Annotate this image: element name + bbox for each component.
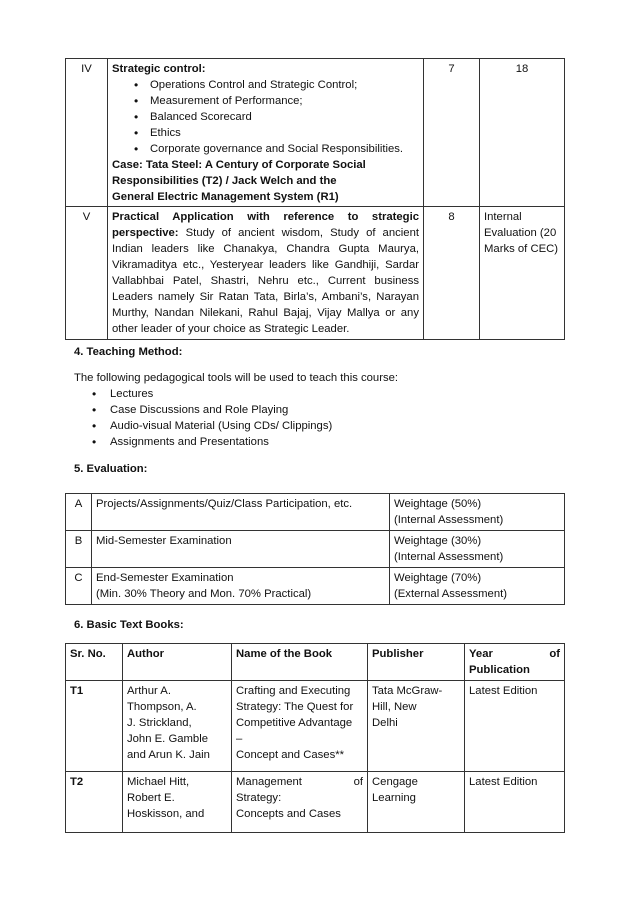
books-table (65, 643, 565, 833)
book-year: Latest Edition (465, 681, 565, 772)
eval-weight-line: Weightage (50%) (394, 498, 482, 510)
list-item: • Case Discussions and Role Playing (74, 402, 494, 418)
book-name-word: of (353, 776, 363, 788)
teaching-list (74, 386, 494, 450)
author-line: Thompson, A. (127, 701, 197, 713)
eval-key: A (66, 494, 92, 531)
unit-hours: 8 (424, 207, 480, 340)
list-item: • Measurement of Performance; (112, 93, 419, 109)
publisher-line: Hill, New (372, 701, 417, 713)
eval-desc-line: Mid-Semester Examination (96, 535, 232, 547)
eval-weight-type: (Internal Assessment) (394, 514, 504, 526)
unit-title: Practical Application with reference to strategic perspective: (112, 211, 419, 239)
table-row (66, 681, 565, 772)
author-line: Hoskisson, and (127, 808, 205, 820)
publisher-line: Learning (372, 792, 416, 804)
book-name-line: – (236, 733, 243, 745)
teaching-heading: 4. Teaching Method: (74, 346, 183, 358)
list-item: • Corporate governance and Social Responsibilities. (112, 141, 419, 157)
author-line: John E. Gamble (127, 733, 209, 745)
author-line: Michael Hitt, (127, 776, 190, 788)
eval-weight (390, 494, 565, 531)
header-publisher: Publisher (368, 644, 465, 681)
unit-hours: 7 (424, 59, 480, 207)
evaluation-table (65, 493, 565, 605)
evaluation-heading: 5. Evaluation: (74, 463, 148, 475)
table-row (66, 59, 565, 207)
unit-bullets (112, 77, 419, 157)
header-publication-word: Publication (469, 664, 530, 676)
eval-desc (92, 531, 390, 568)
table-row (66, 207, 565, 340)
table-row (66, 494, 565, 531)
unit-number: IV (66, 59, 108, 207)
unit-title: Strategic control: (112, 63, 206, 75)
book-name (232, 772, 368, 833)
eval-weight-type: (Internal Assessment) (394, 551, 504, 563)
publisher-line: Tata McGraw- (372, 685, 443, 697)
book-name-line: Management (236, 776, 302, 788)
unit-content (108, 59, 424, 207)
unit-marks: 18 (480, 59, 565, 207)
list-item: • Lectures (74, 386, 494, 402)
eval-weight (390, 531, 565, 568)
book-sr-no: T1 (66, 681, 123, 772)
book-name-line: Concept and Cases** (236, 749, 345, 761)
header-book-name: Name of the Book (232, 644, 368, 681)
book-name-line: Crafting and Executing (236, 685, 351, 697)
eval-weight-line: Weightage (70%) (394, 572, 482, 584)
eval-desc-line: (Min. 30% Theory and Mon. 70% Practical) (96, 588, 312, 600)
unit-number: V (66, 207, 108, 340)
table-row (66, 772, 565, 833)
list-item: • Operations Control and Strategic Control; (112, 77, 419, 93)
eval-desc (92, 568, 390, 605)
list-item: • Balanced Scorecard (112, 109, 419, 125)
list-item: • Ethics (112, 125, 419, 141)
table-row (66, 531, 565, 568)
book-name-line: Concepts and Cases (236, 808, 341, 820)
eval-weight (390, 568, 565, 605)
publisher-line: Delhi (372, 717, 398, 729)
list-item: • Assignments and Presentations (74, 434, 494, 450)
publisher-line: Cengage (372, 776, 418, 788)
header-sr-no: Sr. No. (66, 644, 123, 681)
unit-marks: Internal Evaluation (20 Marks of CEC) (480, 207, 565, 340)
teaching-intro: The following pedagogical tools will be used to teach this course: (74, 372, 399, 384)
case-line: General Electric Management System (R1) (112, 191, 339, 203)
author-line: J. Strickland, (127, 717, 192, 729)
table-row (66, 568, 565, 605)
header-author: Author (123, 644, 232, 681)
author-line: Robert E. (127, 792, 175, 804)
book-publisher (368, 681, 465, 772)
unit-body: Study of ancient wisdom, Study of ancient Indian leaders like Chanakya, Chandra Gupta Maurya, Vikramaditya etc., Yesteryear leaders like Gandhiji, Sardar Vallabhbai Patel, Shastri, Nehru etc., Current business Leaders namely Sir Ratan Tata, Birla’s, Ambani’s, Narayan Murthy, Nandan Nilekani, Rahul Bajaj, Vijay Mallya or any other leader of your choice as Strategic Leader. (112, 227, 419, 335)
eval-weight-line: Weightage (30%) (394, 535, 482, 547)
books-heading: 6. Basic Text Books: (74, 619, 184, 631)
eval-key: C (66, 568, 92, 605)
book-publisher (368, 772, 465, 833)
case-line: Case: Tata Steel: A Century of Corporate Social (112, 159, 366, 171)
book-name-line: Strategy: The Quest for (236, 701, 354, 713)
units-table (65, 58, 565, 340)
book-author (123, 681, 232, 772)
eval-weight-type: (External Assessment) (394, 588, 508, 600)
book-sr-no: T2 (66, 772, 123, 833)
header-year-word: Year (469, 648, 493, 660)
case-line: Responsibilities (T2) / Jack Welch and the (112, 175, 337, 187)
author-line: and Arun K. Jain (127, 749, 210, 761)
table-header-row (66, 644, 565, 681)
header-year (465, 644, 565, 681)
book-year: Latest Edition (465, 772, 565, 833)
eval-desc-line: Projects/Assignments/Quiz/Class Participation, etc. (96, 498, 353, 510)
book-name (232, 681, 368, 772)
eval-desc-line: End-Semester Examination (96, 572, 234, 584)
book-name-line: Competitive Advantage (236, 717, 353, 729)
book-author (123, 772, 232, 833)
list-item: • Audio-visual Material (Using CDs/ Clippings) (74, 418, 494, 434)
header-of-word: of (549, 648, 560, 660)
eval-key: B (66, 531, 92, 568)
author-line: Arthur A. (127, 685, 171, 697)
eval-desc (92, 494, 390, 531)
unit-content (108, 207, 424, 340)
book-name-line: Strategy: (236, 792, 282, 804)
